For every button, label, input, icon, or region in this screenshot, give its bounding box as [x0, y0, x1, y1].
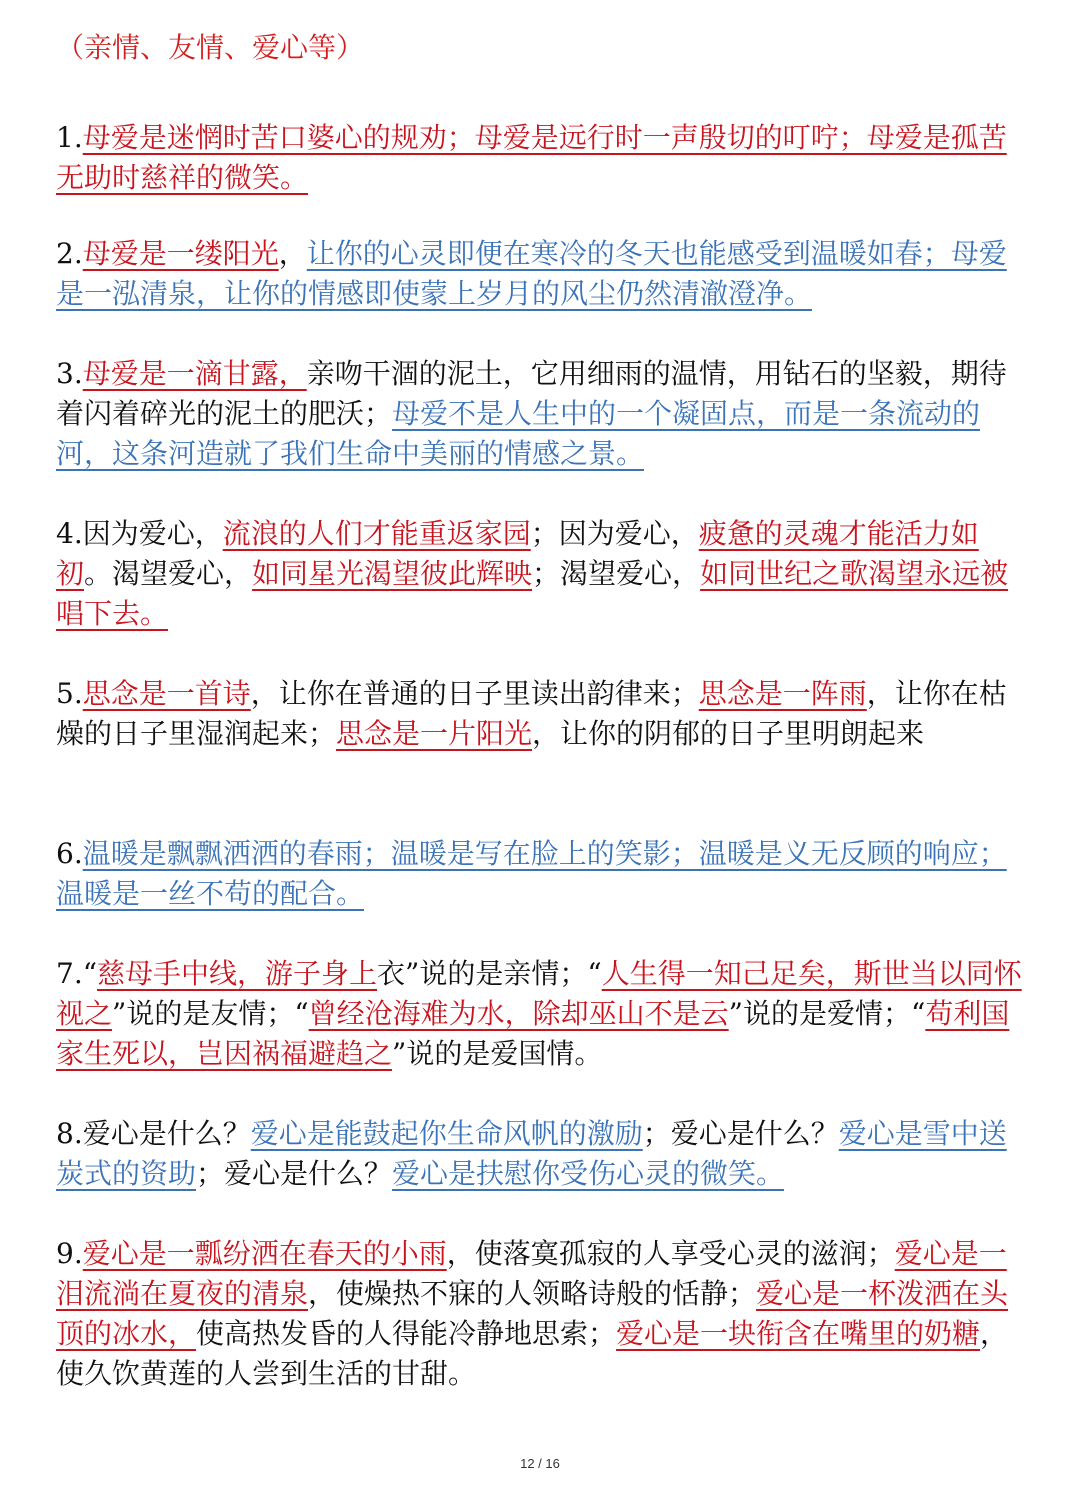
plain-text: ，使落寞孤寂的人享受心灵的滋润； — [446, 1237, 895, 1270]
highlight-red-text: 曾经沧海难为水，除却巫山不是云 — [308, 997, 729, 1030]
plain-text: ”说的是爱国情。 — [392, 1037, 603, 1070]
plain-text: 2. — [56, 237, 83, 270]
highlight-red-text: 苟利国家生死以，岂因祸福避趋之 — [56, 997, 1010, 1070]
paragraph-item-6 — [56, 834, 1028, 914]
plain-text: ，让你在普通的日子里读出韵律来； — [250, 677, 699, 710]
plain-text: 衣”说的是亲情；“ — [377, 957, 602, 990]
highlight-red-text: 爱心是一块衔含在嘴里的奶糖 — [616, 1317, 981, 1350]
paragraph-item-5 — [56, 674, 1028, 754]
plain-text: 7.“ — [56, 957, 98, 990]
plain-text: ，让你的阴郁的日子里明朗起来 — [532, 717, 925, 750]
plain-text: 6. — [56, 837, 83, 870]
highlight-red-text: 如同星光渴望彼此辉映 — [252, 557, 533, 590]
highlight-red-text: 如同世纪之歌渴望永远被唱下去。 — [56, 557, 1009, 630]
plain-text: ，使久饮黄莲的人尝到生活的甘甜。 — [56, 1317, 1009, 1390]
plain-text: 8.爱心是什么？ — [56, 1117, 251, 1150]
highlight-red-text: 母爱是一滴甘露， — [82, 357, 307, 390]
plain-text: ”说的是友情；“ — [112, 997, 309, 1030]
paragraph-item-7 — [56, 954, 1028, 1074]
highlight-red-text: 爱心是一杯泼洒在头顶的冰水， — [56, 1277, 1009, 1350]
highlight-red-text: 母爱是迷惘时苦口婆心的规劝；母爱是远行时一声殷切的叮咛；母爱是孤苦无助时慈祥的微笑。 — [56, 121, 1007, 194]
page-number: 12 / 16 — [520, 1456, 560, 1471]
highlight-red-text: 思念是一片阳光 — [336, 717, 533, 750]
plain-text: 5. — [56, 677, 83, 710]
highlight-red-text: 人生得一知己足矣，斯世当以同怀视之 — [56, 957, 1022, 1030]
highlight-red-text: 慈母手中线，游子身上 — [97, 957, 378, 990]
plain-text: 3. — [56, 357, 83, 390]
highlight-red-text: 思念是一阵雨 — [698, 677, 867, 710]
plain-text: 4.因为爱心， — [56, 517, 223, 550]
paragraph-item-9 — [56, 1234, 1028, 1394]
plain-text: 。渴望爱心， — [84, 557, 253, 590]
plain-text: ；爱心是什么？ — [642, 1117, 839, 1150]
section-heading: （亲情、友情、爱心等） — [56, 31, 365, 64]
plain-text: 使高热发昏的人得能冷静地思索； — [196, 1317, 617, 1350]
highlight-red-text: 疲惫的灵魂才能活力如初 — [56, 517, 979, 590]
highlight-red-text: 爱心是一泪流淌在夏夜的清泉 — [56, 1237, 1007, 1310]
highlight-blue-text: 爱心是扶慰你受伤心灵的微笑。 — [392, 1157, 785, 1190]
plain-text: 9. — [56, 1237, 83, 1270]
paragraph-item-2 — [56, 234, 1028, 314]
highlight-blue-text: 让你的心灵即便在寒冷的冬天也能感受到温暖如春；母爱是一泓清泉，让你的情感即使蒙上岁月的风尘仍然清澈澄净。 — [56, 237, 1007, 310]
highlight-blue-text: 母爱不是人生中的一个凝固点，而是一条流动的河，这条河造就了我们生命中美丽的情感之景。 — [56, 397, 981, 470]
plain-text: ， — [278, 237, 307, 270]
highlight-red-text: 母爱是一缕阳光 — [82, 237, 279, 270]
plain-text: ”说的是爱情；“ — [728, 997, 926, 1030]
plain-text: ，使燥热不寐的人领略诗般的恬静； — [308, 1277, 757, 1310]
plain-text: 1. — [56, 121, 83, 154]
highlight-red-text: 爱心是一瓢纷洒在春天的小雨 — [82, 1237, 447, 1270]
paragraph-item-4 — [56, 514, 1028, 634]
plain-text: ；因为爱心， — [530, 517, 699, 550]
plain-text: 亲吻干涸的泥土，它用细雨的温情，用钻石的坚毅，期待着闪着碎光的泥土的肥沃； — [56, 357, 1007, 430]
highlight-red-text: 思念是一首诗 — [82, 677, 251, 710]
paragraph-item-3 — [56, 354, 1028, 474]
paragraph-item-1 — [56, 118, 1028, 198]
highlight-blue-text: 温暖是飘飘洒洒的春雨；温暖是写在脸上的笑影；温暖是义无反顾的响应；温暖是一丝不苟的配合。 — [56, 837, 1007, 910]
plain-text: ；爱心是什么？ — [196, 1157, 393, 1190]
highlight-blue-text: 爱心是雪中送炭式的资助 — [56, 1117, 1007, 1190]
paragraph-item-8 — [56, 1114, 1028, 1194]
plain-text: ；渴望爱心， — [532, 557, 701, 590]
highlight-blue-text: 爱心是能鼓起你生命风帆的激励 — [250, 1117, 643, 1150]
plain-text: ，让你在枯燥的日子里湿润起来； — [56, 677, 1007, 750]
highlight-red-text: 流浪的人们才能重返家园 — [222, 517, 531, 550]
